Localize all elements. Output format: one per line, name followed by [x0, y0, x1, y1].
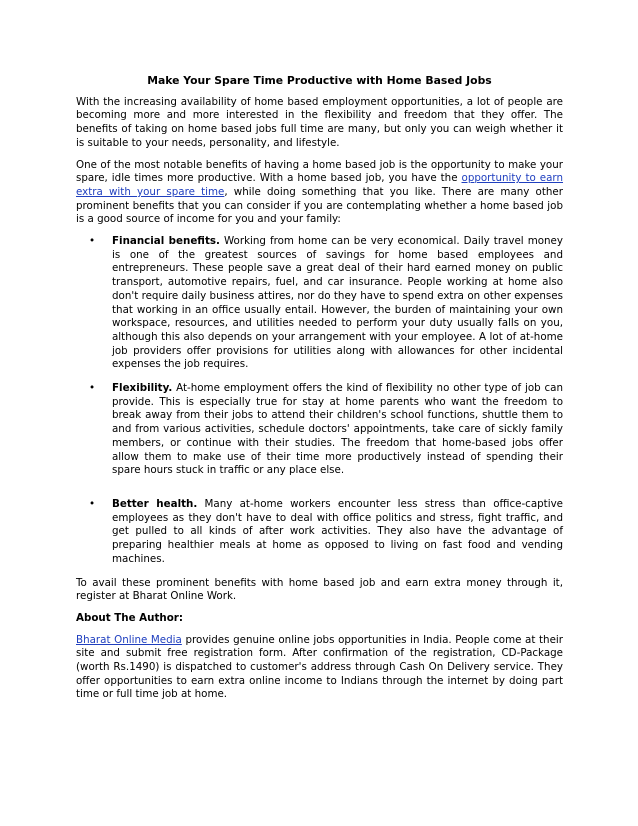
intro-paragraph: With the increasing availability of home based employment opportunities, a lot of people are becoming more and more interested in the flexibility and freedom that they offer. The benefits of taking on home based jobs full time are many, but only you can weigh whether it is suitable to your needs, personality, and lifestyle.	[76, 95, 563, 149]
document-title: Make Your Spare Time Productive with Home Based Jobs	[147, 74, 492, 87]
list-item-better-health	[76, 498, 563, 567]
about-author-paragraph	[76, 634, 563, 703]
list-item-financial-benefits	[76, 235, 563, 372]
bullet-icon: •	[89, 235, 96, 248]
benefit-title: Better health.	[112, 497, 198, 510]
bharat-online-media-link[interactable]: Bharat Online Media	[76, 633, 182, 646]
benefit-text: At-home employment offers the kind of flexibility no other type of job can provide. This is especially true for stay at home parents who want the freedom to break away from their jobs to attend their children's school functions, shuttle them to and from various activities, schedule doctors' appointments, take care of sickly family members, or continue with their studies. The freedom that home-based jobs offer allow them to make use of their time more productively instead of spending their spare hours stuck in traffic or any place else.	[112, 382, 563, 477]
benefits-list	[76, 235, 563, 566]
document-page	[76, 74, 563, 710]
benefit-title: Flexibility.	[112, 382, 173, 395]
benefit-title: Financial benefits.	[112, 235, 220, 248]
bullet-icon: •	[89, 497, 96, 510]
benefits-intro-text-start: One of the most notable benefits of having a home based job is the opportunity to make your spare, idle times more productive. With a home based job, you have the	[76, 158, 563, 185]
benefits-intro-text-end: , while doing something that you like. There are many other prominent benefits that you can consider if you are contemplating whether a home based job is a good source of income for you and your family:	[76, 185, 563, 226]
benefit-text: Many at-home workers encounter less stress than office-captive employees as they don't have to deal with office politics and stress, fight traffic, and get pulled to all kinds of after work activities. They also have the advantage of preparing healthier meals at home as opposed to living on fast food and vending machines.	[112, 497, 563, 565]
list-item-flexibility	[76, 382, 563, 478]
opportunity-link[interactable]: opportunity to earn extra with your spare time	[76, 172, 564, 198]
closing-paragraph: To avail these prominent benefits with home based job and earn extra money through it, register at Bharat Online Work.	[76, 576, 563, 603]
about-author-heading: About The Author:	[76, 611, 183, 624]
benefit-text: Working from home can be very economical. Daily travel money is one of the greatest sources of savings for home based employees and entrepreneurs. These people save a great deal of their hard earned money on public transport, automotive repairs, fuel, and car insurance. People working at home also don't require daily business attires, nor do they have to spend extra on other expenses that working in an office usually entail. However, the burden of maintaining your own workspace, resources, and utilities needed to perform your duty usually falls on you, although this also depends on your arrangement with your employee. A lot of at-home job providers offer provisions for utilities along with allowances for other incidental expenses the job requires.	[112, 235, 563, 371]
bullet-icon: •	[89, 382, 96, 395]
benefits-intro-paragraph	[76, 159, 563, 228]
about-author-text: provides genuine online jobs opportunities in India. People come at their site and submit free registration form. After confirmation of the registration, CD-Package (worth Rs.1490) is dispatched to customer's address through Cash On Delivery service. They offer opportunities to earn extra online income to Indians through the internet by doing part time or full time job at home.	[76, 633, 563, 701]
